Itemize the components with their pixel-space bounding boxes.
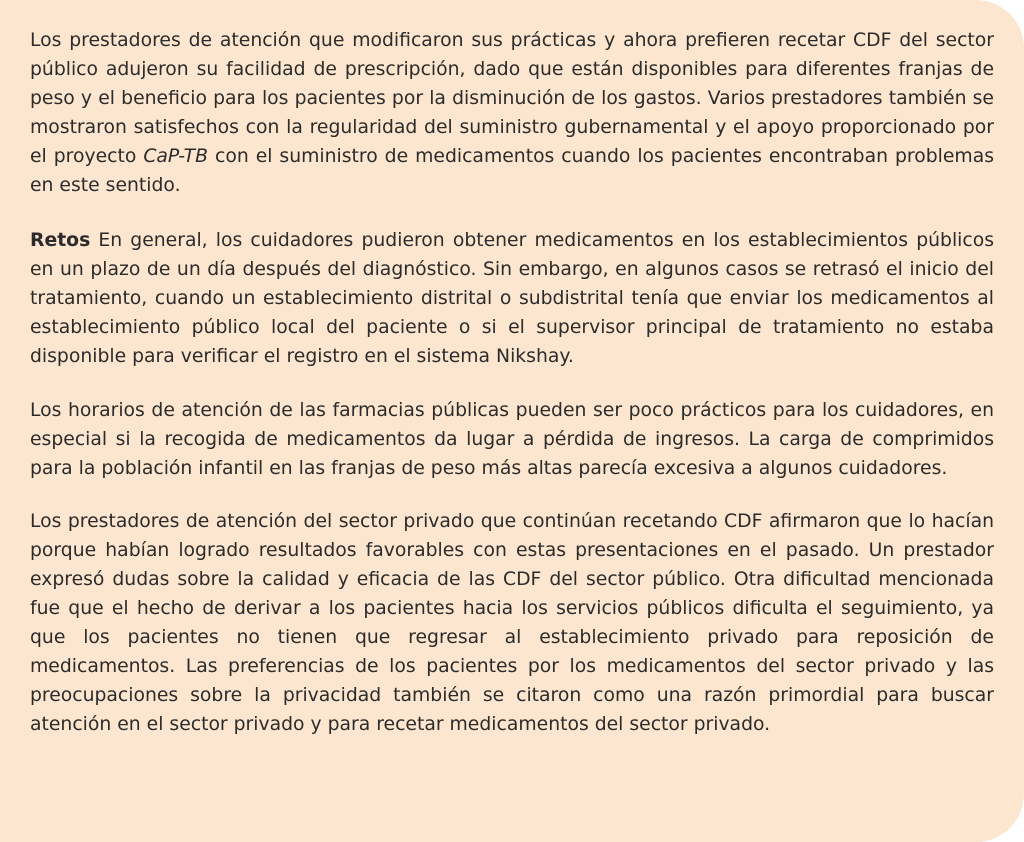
paragraph-private-sector: Los prestadores de atención del sector privado que continúan recetando CDF afirmaron que lo hacían porque habían logrado resultados favorables con estas presentaciones en el pasado. Un prestador expresó dudas sobre la calidad y eficacia de las CDF del sector público. Otra dificultad mencionada fue que el hecho de derivar a los pacientes hacia los servicios públicos dificulta el seguimiento, ya que los pacientes no tienen que regresar al establecimiento privado para reposición de medicamentos. Las preferencias de los pacientes por los medicamentos del sector privado y las preocupaciones sobre la privacidad también se citaron como una razón primordial para buscar atención en el sector privado y para recetar medicamentos del sector privado.	[30, 511, 994, 735]
paragraph-text: con el suministro de medicamentos cuando los pacientes encontraban problemas en este sentido.	[30, 146, 994, 196]
project-name: CaP-TB	[143, 146, 209, 167]
paragraph-text: Los prestadores de atención que modificaron sus prácticas y ahora prefieren recetar CDF del sector público adujeron su facilidad de prescripción, dado que están disponibles para diferentes franjas de peso y el beneficio para los pacientes por la disminución de los gastos. Varios prestadores también se mostraron satisfechos con la regularidad del suministro gubernamental y el apoyo proporcionado por el proyecto	[30, 30, 994, 167]
paragraph-pharmacy-hours: Los horarios de atención de las farmacias públicas pueden ser poco prácticos para los cuidadores, en especial si la recogida de medicamentos da lugar a pérdida de ingresos. La carga de comprimidos para la población infantil en las franjas de peso más altas parecía excesiva a algunos cuidadores.	[30, 400, 994, 479]
paragraph-text: En general, los cuidadores pudieron obtener medicamentos en los establecimientos públicos en un plazo de un día después del diagnóstico. Sin embargo, en algunos casos se retrasó el inicio del tratamiento, cuando un establecimiento distrital o subdistrital tenía que enviar los medicamentos al establecimiento público local del paciente o si el supervisor principal de tratamiento no estaba disponible para verificar el registro en el sistema Nikshay.	[30, 230, 994, 367]
paragraph-provider-preferences	[30, 26, 994, 200]
paragraph-challenges	[30, 226, 994, 371]
section-lead-heading: Retos	[30, 230, 91, 251]
